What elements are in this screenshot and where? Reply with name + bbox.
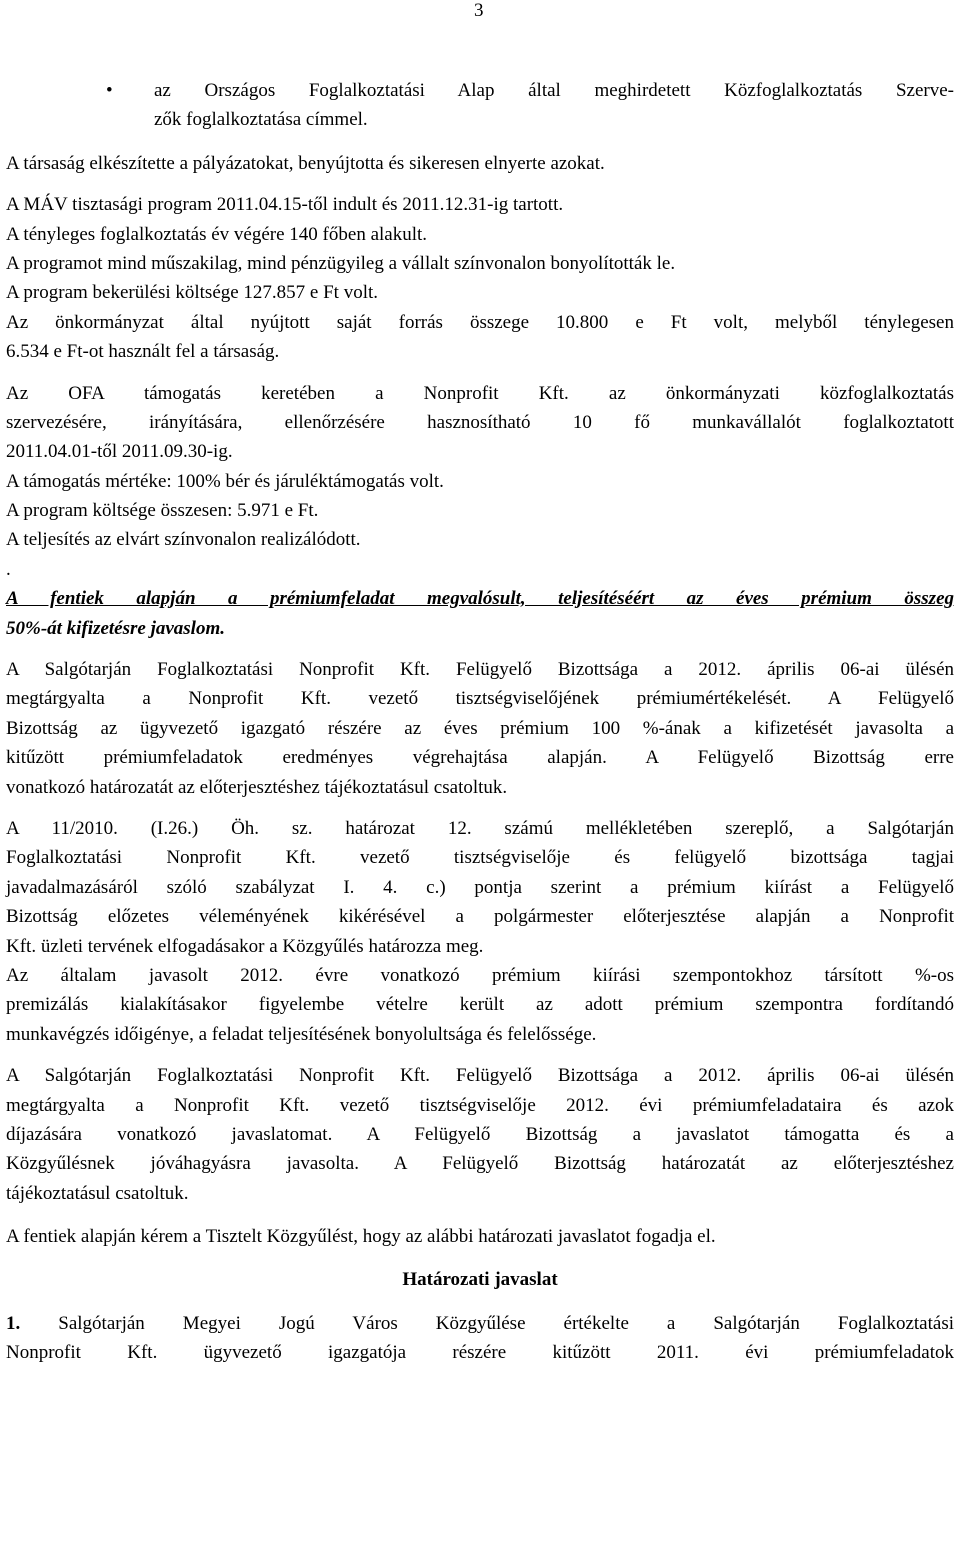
resolution-item-line: Nonprofit Kft. ügyvezető igazgatója részére kitűzött 2011. évi prémiumfeladatok [6,1342,954,1364]
paragraph-line: 6.534 e Ft-ot használt fel a társaság. [6,341,280,363]
paragraph-line: Kft. üzleti tervének elfogadásakor a Közgyűlés határozza meg. [6,935,484,957]
paragraph-line: 2011.04.01-től 2011.09.30-ig. [6,441,233,463]
paragraph-line: javadalmazásáról szóló szabályzat I. 4. c.) pontja szerint a prémium kiírást a Felügyelő [6,876,954,898]
item-number: 1. [6,1312,21,1334]
bullet-icon: • [106,80,113,101]
paragraph-line: A Salgótarján Foglalkoztatási Nonprofit Kft. Felügyelő Bizottsága a 2012. április 06-ai ülésén [6,659,954,681]
resolution-item: 1. Salgótarján Megyei Jogú Város Közgyűlése értékelte a Salgótarján Foglalkoztatási [6,1312,954,1334]
bullet-item-line: • az Országos Foglalkoztatási Alap által meghirdetett Közfoglalkoztatás Szerve- [6,76,954,105]
paragraph-line: Az OFA támogatás keretében a Nonprofit Kft. az önkormányzati közfoglalkoztatás [6,382,954,404]
paragraph-line: A programot mind műszakilag, mind pénzügyileg a vállalt színvonalon bonyolították le. [6,252,676,274]
paragraph-line: premizálás kialakításakor figyelembe vételre került az adott prémium szempontra fordítandó [6,994,954,1016]
paragraph-line: A program költsége összesen: 5.971 e Ft. [6,500,319,522]
paragraph-line: szervezésére, irányítására, ellenőrzésére hasznosítható 10 fő munkavállalót foglalkoztatott [6,411,954,433]
paragraph-line: munkavégzés időigénye, a feladat teljesítésének bonyolultsága és felelőssége. [6,1023,597,1045]
page-number: 3 [474,0,484,21]
paragraph-line: A MÁV tisztasági program 2011.04.15-től indult és 2011.12.31-ig tartott. [6,194,564,216]
paragraph-line: díjazására vonatkozó javaslatomat. A Felügyelő Bizottság a javaslatot támogatta és a [6,1123,954,1145]
paragraph-line: A 11/2010. (I.26.) Öh. sz. határozat 12. számú mellékletében szereplő, a Salgótarján [6,817,954,839]
paragraph-line: megtárgyalta a Nonprofit Kft. vezető tisztségviselőjének prémiumértékelését. A Felügyelő [6,688,954,710]
paragraph-line: A támogatás mértéke: 100% bér és járuléktámogatás volt. [6,470,444,492]
paragraph-line: vonatkozó határozatát az előterjesztéshez tájékoztatásul csatoltuk. [6,776,508,798]
resolution-heading: Határozati javaslat [402,1269,558,1291]
paragraph-line: A program bekerülési költsége 127.857 e Ft volt. [6,282,379,304]
paragraph-line: megtárgyalta a Nonprofit Kft. vezető tisztségviselője 2012. évi prémiumfeladataira és azok [6,1094,954,1116]
proposal-line: A fentiek alapján a prémiumfeladat megvalósult, teljesítéséért az éves prémium összeg [6,588,954,610]
paragraph-line: Bizottság előzetes véleményének kikérésével a polgármester előterjesztése alapján a Nonprofit [6,906,954,928]
document-body [6,76,954,1368]
bullet-item-line: zők foglalkoztatása címmel. [154,109,368,131]
paragraph-line: . [6,558,11,580]
paragraph-line: tájékoztatásul csatoltuk. [6,1182,189,1204]
paragraph-line: Foglalkoztatási Nonprofit Kft. vezető tisztségviselője és felügyelő bizottsága tagjai [6,847,954,869]
request-line: A fentiek alapján kérem a Tisztelt Közgyűlést, hogy az alábbi határozati javaslatot fogadja el. [6,1226,716,1248]
paragraph-line: Közgyűlésnek jóváhagyásra javasolta. A Felügyelő Bizottság határozatát az előterjesztéshez [6,1153,954,1175]
paragraph-line: Az önkormányzat által nyújtott saját forrás összege 10.800 e Ft volt, melyből ténylegesen [6,311,954,333]
paragraph-line: A Salgótarján Foglalkoztatási Nonprofit Kft. Felügyelő Bizottsága a 2012. április 06-ai ülésén [6,1065,954,1087]
paragraph-line: A tényleges foglalkoztatás év végére 140 főben alakult. [6,223,428,245]
paragraph-line: Bizottság az ügyvezető igazgató részére az éves prémium 100 %-ának a kifizetését javasolta a [6,717,954,739]
paragraph-line: A társaság elkészítette a pályázatokat, benyújtotta és sikeresen elnyerte azokat. [6,152,605,174]
paragraph-line: Az általam javasolt 2012. évre vonatkozó prémium kiírási szempontokhoz társított %-os [6,964,954,986]
paragraph-line: kitűzött prémiumfeladatok eredményes végrehajtása alapján. A Felügyelő Bizottság erre [6,747,954,769]
paragraph-line: A teljesítés az elvárt színvonalon realizálódott. [6,529,361,551]
proposal-line: 50%-át kifizetésre javaslom. [6,617,225,639]
